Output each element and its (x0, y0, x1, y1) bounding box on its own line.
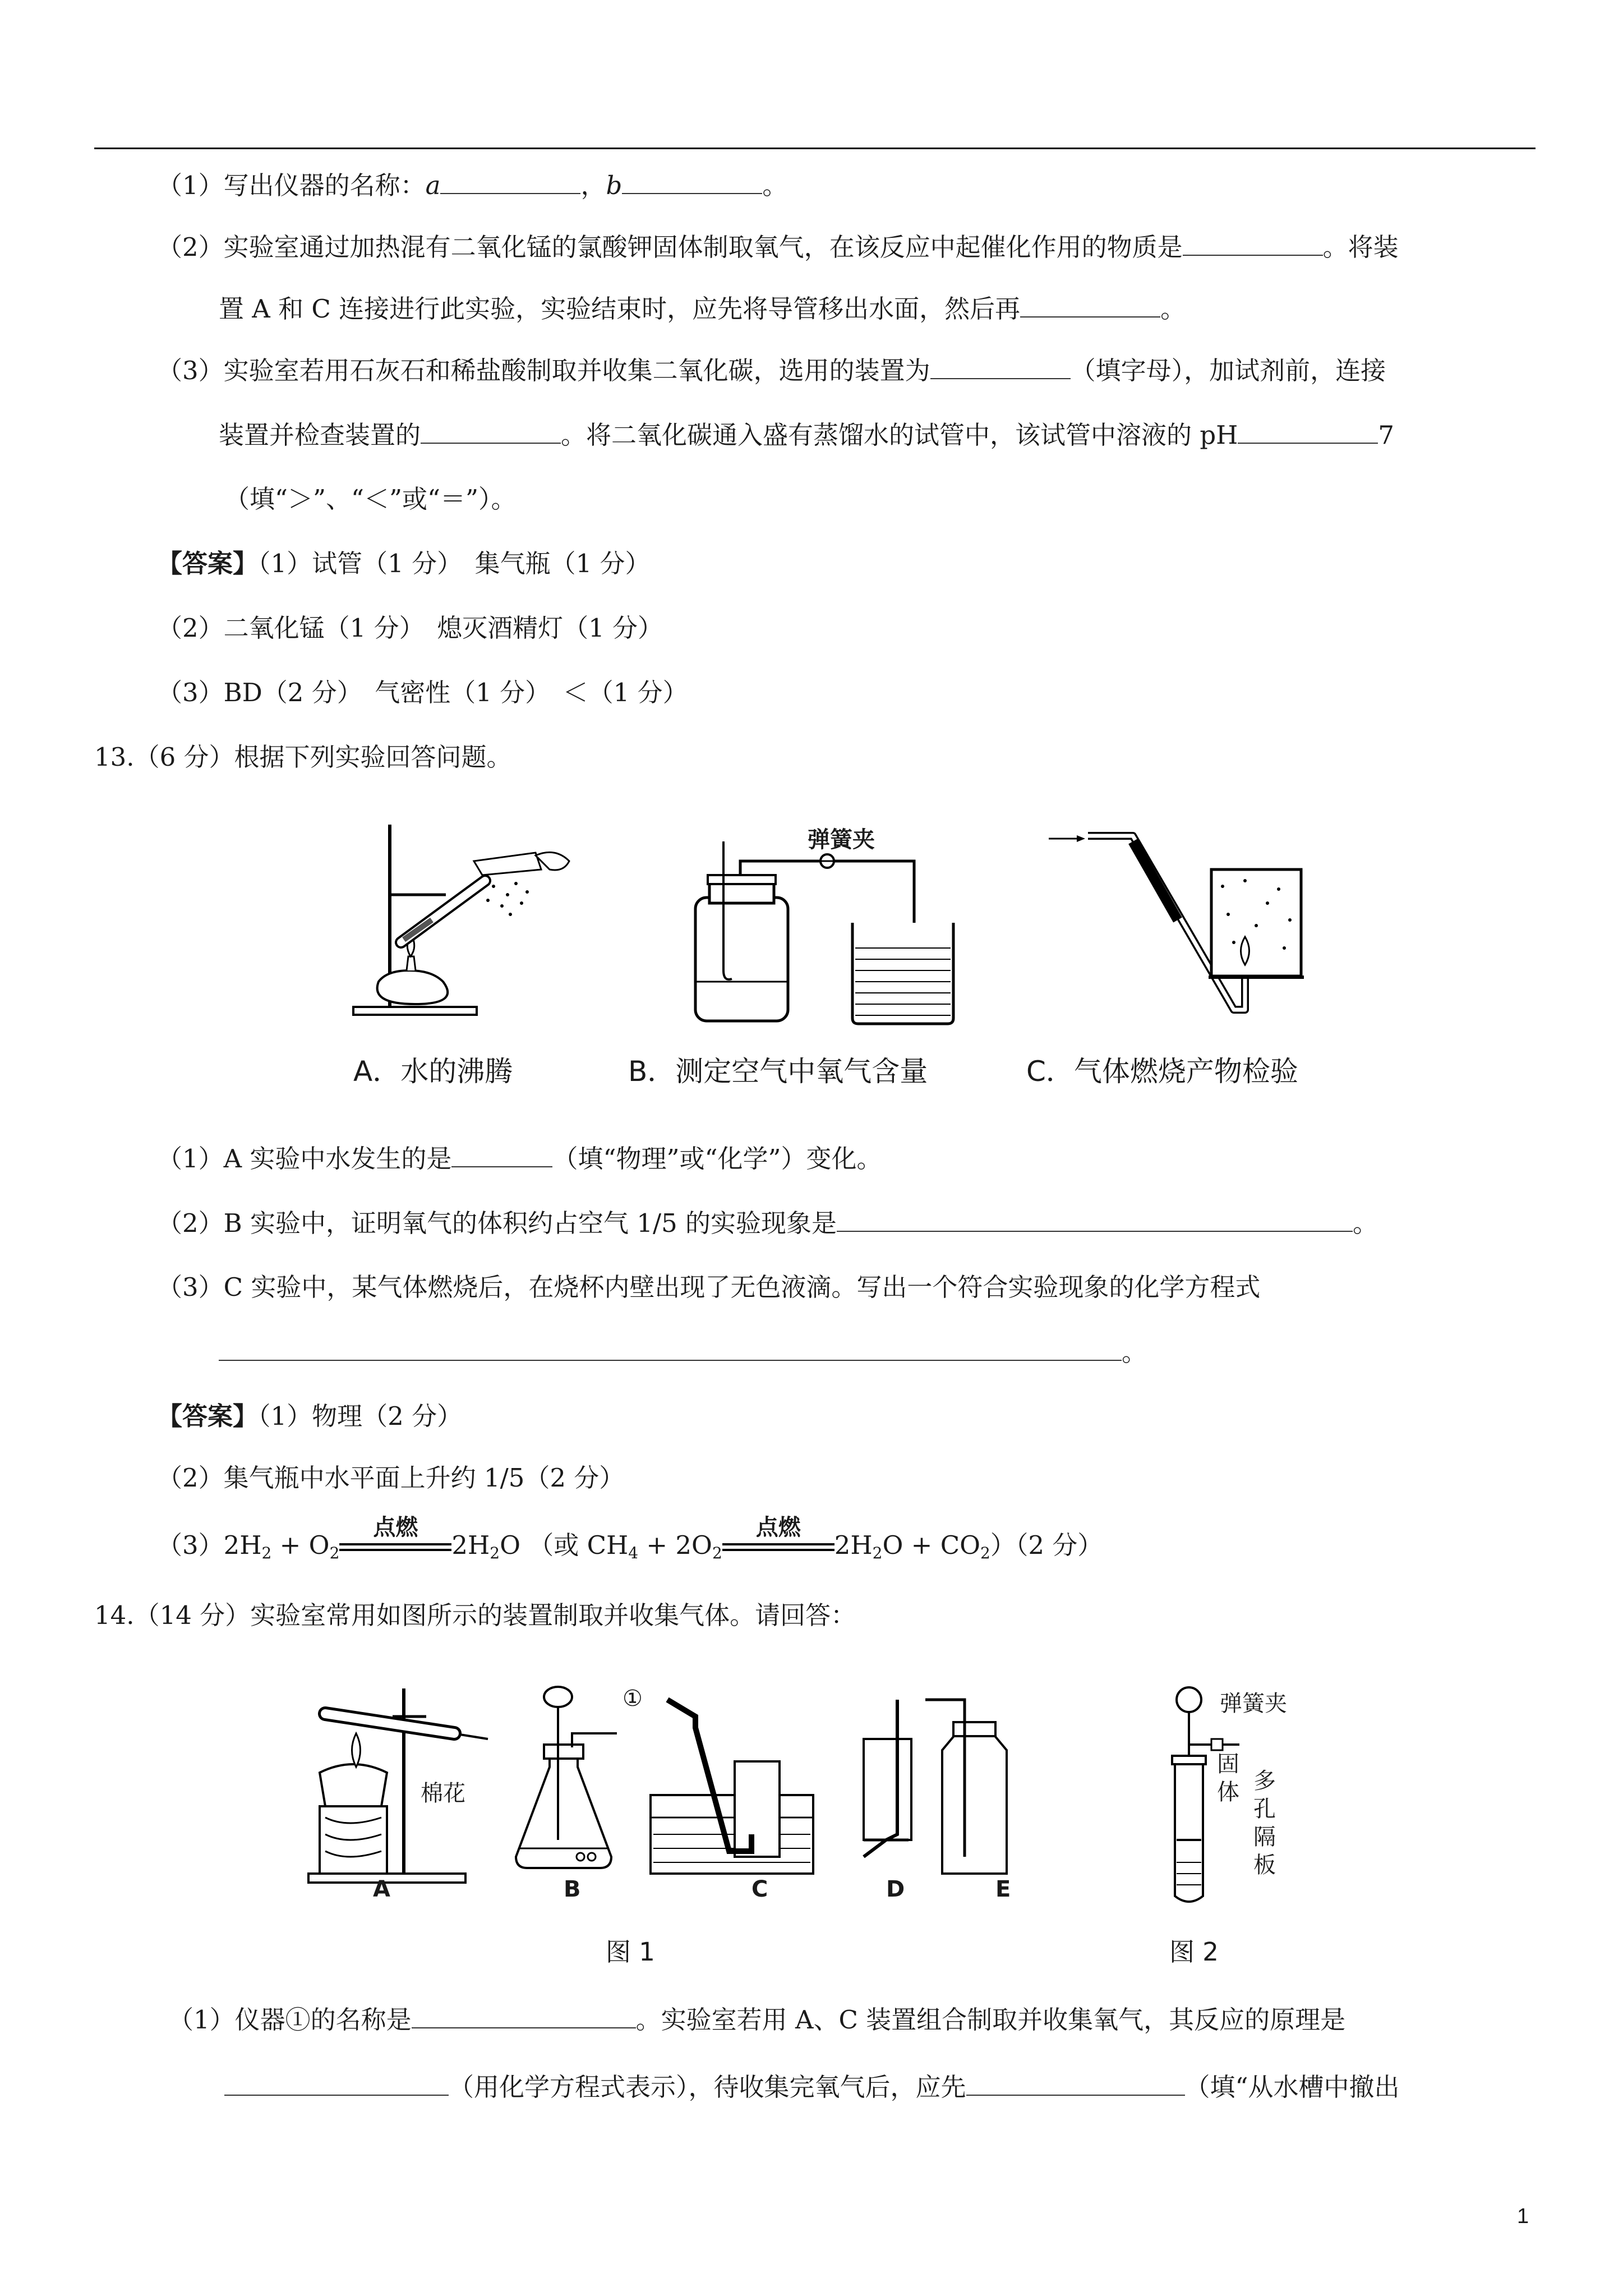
q12-answer3: （3）BD（2 分） 气密性（1 分） ＜（1 分） (157, 678, 688, 707)
answer-blank[interactable] (837, 1206, 1353, 1232)
answer-blank[interactable] (930, 353, 1071, 379)
fig1-label-e: E (995, 1876, 1011, 1902)
q13-part3-line1: （3）C 实验中，某气体燃烧后，在烧杯内壁出现了无色液滴。写出一个符合实验现象的化学方程式 (157, 1272, 1261, 1302)
fig2-caption: 图 2 (1169, 1937, 1219, 1967)
q12-part3-line2: 装置并检查装置的 。将二氧化碳通入盛有蒸馏水的试管中，该试管中溶液的 pH 7 (219, 418, 1394, 452)
answer-blank[interactable] (224, 2070, 449, 2096)
answer-blank[interactable] (421, 418, 561, 444)
q13-part3-line2: 。 (219, 1335, 1147, 1369)
q13-answer2: （2）集气瓶中水平面上升约 1/5（2 分） (157, 1463, 625, 1493)
q12-part3-line3: （填“＞”、“＜”或“＝”）。 (224, 484, 517, 514)
answer-blank[interactable] (966, 2070, 1185, 2096)
q14-part1-line1: （1）仪器①的名称是 。实验室若用 A、C 装置组合制取并收集氧气，其反应的原理是 (168, 2003, 1345, 2037)
reaction-condition-ignite: 点燃 (722, 1529, 834, 1562)
answer-blank[interactable] (451, 1142, 552, 1167)
apparatus-b (516, 1687, 617, 1868)
fig1-label-a: A (373, 1876, 390, 1902)
answer-blank[interactable] (1183, 230, 1323, 256)
apparatus-d (864, 1700, 911, 1857)
solid-label: 固体 (1217, 1751, 1239, 1805)
cotton-label: 棉花 (421, 1780, 465, 1806)
figure-c-combustion-test (1043, 825, 1312, 1021)
answer-blank[interactable] (1238, 418, 1378, 444)
circle-one-label: ① (623, 1686, 643, 1711)
q12-answer2: （2）二氧化锰（1 分） 熄灭酒精灯（1 分） (157, 613, 663, 643)
fig1-label-c: C (751, 1876, 768, 1902)
page-number: 1 (1517, 2205, 1529, 2228)
header-rule (94, 148, 1536, 149)
q12-part3-line1: （3）实验室若用石灰石和稀盐酸制取并收集二氧化碳，选用的装置为 （填字母），加试剂前，连接 (157, 353, 1386, 388)
spring-clip-label-fig2: 弹簧夹 (1220, 1691, 1287, 1717)
apparatus-e (925, 1700, 1007, 1874)
figure-1-apparatus (303, 1672, 1066, 1907)
caption-b: B．测定空气中氧气含量 (628, 1055, 928, 1088)
answer-blank[interactable] (622, 168, 762, 194)
answer-blank[interactable] (440, 168, 580, 194)
q12-answer1: 【答案】（1）试管（1 分） 集气瓶（1 分） (157, 549, 651, 578)
figure-a-boiling-water (348, 813, 583, 1027)
q13-answer3: $(3)2H_2 + O_2$ 点燃 $2H_2O$ （或 $CH_4 + 2O_2$ 点燃 $2H_2O + CO_2)(2$ 分） (157, 1515, 1103, 1562)
caption-c: C．气体燃烧产物检验 (1026, 1055, 1298, 1088)
answer-blank[interactable] (219, 1335, 1122, 1361)
answer-blank[interactable] (412, 2003, 636, 2028)
q12-part2-line1: （2）实验室通过加热混有二氧化锰的氯酸钾固体制取氧气，在该反应中起催化作用的物质是 。将装 (157, 230, 1399, 264)
q14-part1-line2: （用化学方程式表示），待收集完氧气后，应先 （填“从水槽中撤出 (224, 2070, 1400, 2104)
q13-part1: （1）A 实验中水发生的是 （填“物理”或“化学”）变化。 (157, 1142, 882, 1176)
caption-a: A．水的沸腾 (353, 1055, 513, 1088)
q13-answer1: 【答案】（1）物理（2 分） (157, 1401, 463, 1431)
fig1-caption: 图 1 (606, 1937, 655, 1967)
q13-part2: （2）B 实验中，证明氧气的体积约占空气 1/5 的实验现象是 。 (157, 1206, 1378, 1240)
q14-title: 14.（14 分）实验室常用如图所示的装置制取并收集气体。请回答： (94, 1600, 856, 1630)
spring-clip-label: 弹簧夹 (808, 827, 875, 853)
porous-plate-label: 多孔隔板 (1253, 1768, 1276, 1878)
q12-part1: （1）写出仪器的名称：a ，b 。 (157, 168, 787, 203)
reaction-condition-ignite: 点燃 (339, 1529, 451, 1562)
answer-blank[interactable] (1020, 292, 1160, 318)
fig1-label-d: D (886, 1876, 905, 1902)
fig1-label-b: B (564, 1876, 581, 1902)
q12-part2-line2: 置 A 和 C 连接进行此实验，实验结束时，应先将导管移出水面，然后再 。 (219, 292, 1186, 326)
q13-title: 13.（6 分）根据下列实验回答问题。 (94, 742, 512, 772)
apparatus-c (651, 1700, 813, 1874)
